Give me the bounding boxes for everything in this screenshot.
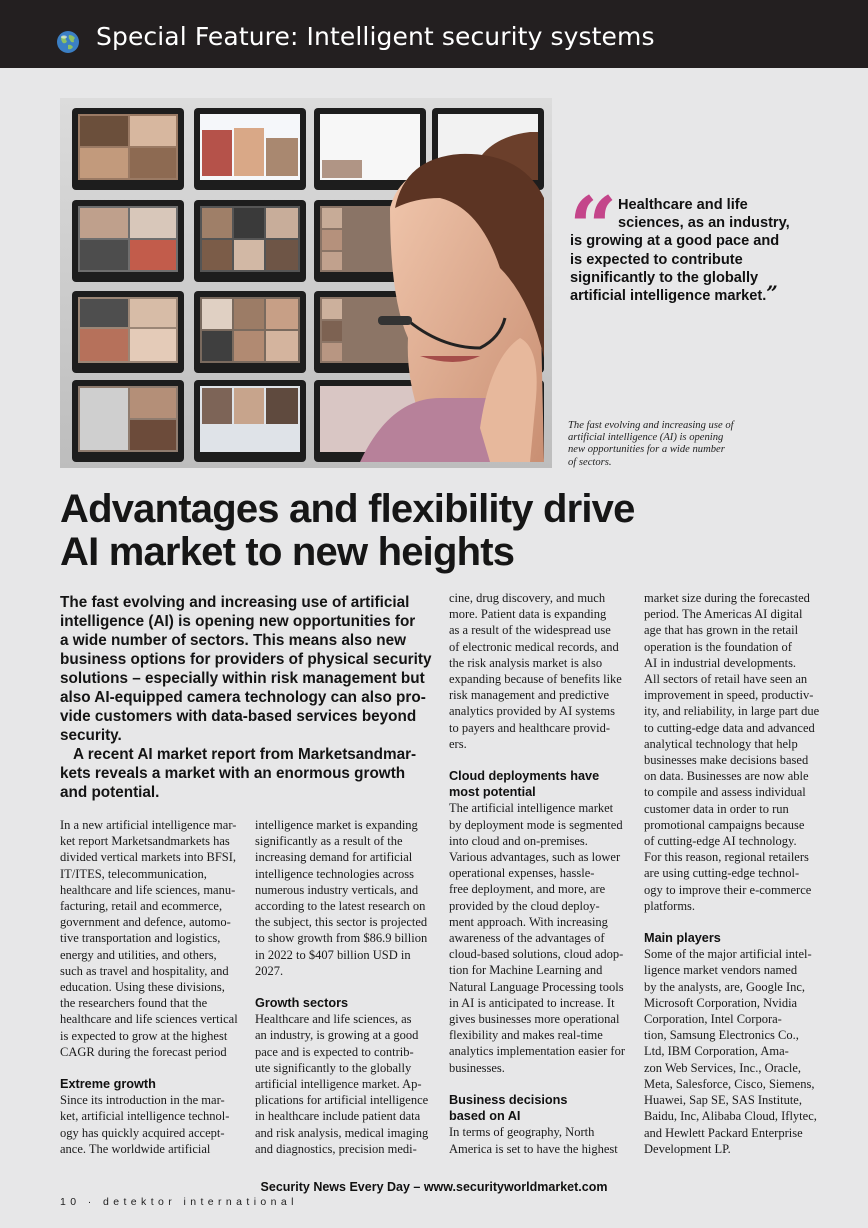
section-title: Special Feature: Intelligent security systems bbox=[96, 22, 655, 51]
pull-quote-line: sciences, as an industry, bbox=[618, 215, 790, 232]
body-line: ute significantly to the globally bbox=[255, 1060, 412, 1075]
intro-line: solutions – especially within risk management but bbox=[60, 670, 425, 687]
body-line: facturing, retail and ecommerce, bbox=[60, 899, 223, 914]
body-line: tion for Machine Learning and bbox=[449, 963, 603, 978]
body-line: significantly as a result of the bbox=[255, 834, 403, 849]
body-line: analytics provided by AI systems bbox=[449, 704, 615, 719]
body-line: in 2022 to $407 billion USD in bbox=[255, 947, 411, 962]
body-line: such as travel and hospitality, and bbox=[60, 963, 229, 978]
pull-quote-line: significantly to the globally bbox=[570, 269, 759, 286]
body-line: numerous industry verticals, and bbox=[255, 882, 419, 897]
body-line: Meta, Salesforce, Cisco, Siemens, bbox=[644, 1076, 815, 1091]
body-line: and diagnostics, precision medi- bbox=[255, 1141, 417, 1156]
body-line: ance. The worldwide artificial bbox=[60, 1141, 211, 1156]
body-line: the subject, this sector is projected bbox=[255, 915, 428, 930]
body-line: Microsoft Corporation, Nvidia bbox=[644, 995, 798, 1010]
body-line: according to the latest research on bbox=[255, 899, 426, 914]
body-line: into cloud and on-premises. bbox=[449, 833, 588, 848]
body-line: analytics implementation easier for bbox=[449, 1044, 625, 1059]
body-line: America is set to have the highest bbox=[449, 1141, 618, 1156]
body-line: and Hewlett Packard Enterprise bbox=[644, 1125, 803, 1140]
intro-line: The fast evolving and increasing use of artificial bbox=[60, 594, 410, 611]
body-line: increasing demand for artificial bbox=[255, 850, 413, 865]
body-line: All sectors of retail have seen an bbox=[644, 672, 808, 687]
body-line: an industry, is growing at a good bbox=[255, 1028, 419, 1043]
body-line: Since its introduction in the mar- bbox=[60, 1093, 225, 1108]
body-line: to payers and healthcare provid- bbox=[449, 720, 611, 735]
body-column-4 bbox=[644, 590, 830, 1157]
photo-caption bbox=[568, 420, 753, 469]
pull-quote bbox=[570, 196, 810, 305]
pull-quote-line: is expected to contribute bbox=[570, 251, 743, 268]
body-line: Healthcare and life sciences, as bbox=[255, 1012, 412, 1027]
body-line: businesses. bbox=[449, 1060, 505, 1075]
body-line: ers. bbox=[449, 736, 467, 751]
pull-quote-line: is growing at a good pace and bbox=[570, 233, 780, 250]
body-line: ket, artificial intelligence technol- bbox=[60, 1109, 230, 1124]
body-line: operational expenses, hassle- bbox=[449, 866, 595, 881]
intro-line: also AI-equipped camera technology can also pro- bbox=[60, 689, 426, 706]
body-line: flexibility and makes real-time bbox=[449, 1028, 603, 1043]
body-line: in healthcare include patient data bbox=[255, 1109, 421, 1124]
body-line: to compile and assess individual bbox=[644, 785, 806, 800]
body-line: intelligence market is expanding bbox=[255, 818, 418, 832]
body-line: the researchers found that the bbox=[60, 996, 208, 1011]
headline-line: AI market to new heights bbox=[60, 530, 515, 574]
footer-tagline-text: Security News Every Day – www.securityworldmarket.com bbox=[260, 1180, 608, 1194]
body-line: Development LP. bbox=[644, 1141, 731, 1156]
body-line: and risk analysis, medical imaging bbox=[255, 1125, 429, 1140]
body-line: customer data in order to run bbox=[644, 801, 789, 816]
body-line: cine, drug discovery, and much bbox=[449, 591, 606, 605]
body-line: Baidu, Inc, Alibaba Cloud, Iflytec, bbox=[644, 1109, 817, 1124]
body-line: In terms of geography, North bbox=[449, 1125, 595, 1140]
subheading-cloud-deployments: most potential bbox=[449, 785, 536, 800]
subheading-business-decisions: based on AI bbox=[449, 1109, 521, 1124]
body-line: divided vertical markets into BFSI, bbox=[60, 850, 237, 865]
body-line: in AI is anticipated to increase. It bbox=[449, 995, 615, 1010]
intro-line: A recent AI market report from Marketsandmar- bbox=[73, 746, 417, 763]
body-line: zon Web Services, Inc., Oracle, bbox=[644, 1060, 802, 1075]
body-line: ket report Marketsandmarkets has bbox=[60, 834, 230, 849]
intro-line: and potential. bbox=[60, 784, 160, 801]
body-line: provided by the cloud deploy- bbox=[449, 898, 600, 913]
body-line: intelligence technologies across bbox=[255, 866, 414, 881]
body-line: analytical technology that help bbox=[644, 736, 798, 751]
body-line: cloud-based solutions, cloud adop- bbox=[449, 947, 624, 962]
article-headline bbox=[60, 488, 780, 574]
body-line: businesses make decisions based bbox=[644, 753, 809, 768]
body-line: period. The Americas AI digital bbox=[644, 607, 803, 622]
intro-line: security. bbox=[60, 727, 122, 744]
body-line: Some of the major artificial intel- bbox=[644, 947, 812, 962]
footer-tagline bbox=[0, 1180, 868, 1194]
body-line: In a new artificial intelligence mar- bbox=[60, 818, 237, 832]
intro-line: vide customers with data-based services beyond bbox=[60, 708, 417, 725]
body-line: healthcare and life sciences, manu- bbox=[60, 882, 236, 897]
body-line: free deployment, and more, are bbox=[449, 882, 606, 897]
body-line: plications for artificial intelligence bbox=[255, 1093, 429, 1108]
body-line: For this reason, regional retailers bbox=[644, 850, 809, 865]
intro-line: a wide number of sectors. This means also new bbox=[60, 632, 406, 649]
body-line: energy and utilities, and others, bbox=[60, 947, 217, 962]
body-line: are using cutting-edge technol- bbox=[644, 866, 800, 881]
body-column-1 bbox=[60, 817, 246, 1157]
article-intro bbox=[60, 593, 432, 802]
body-line: platforms. bbox=[644, 898, 696, 913]
body-line: ligence market vendors named bbox=[644, 963, 798, 978]
body-line: IT/ITES, telecommunication, bbox=[60, 866, 207, 881]
caption-line: of sectors. bbox=[568, 456, 612, 468]
subheading-business-decisions: Business decisions bbox=[449, 1092, 568, 1107]
subheading-growth-sectors: Growth sectors bbox=[255, 996, 349, 1011]
caption-line: The fast evolving and increasing use of bbox=[568, 420, 734, 431]
body-line: The artificial intelligence market bbox=[449, 801, 614, 816]
body-line: operation is the foundation of bbox=[644, 639, 792, 654]
caption-line: artificial intelligence (AI) is opening bbox=[568, 432, 724, 444]
body-line: of cutting-edge AI technology. bbox=[644, 834, 797, 849]
body-line: AI in industrial developments. bbox=[644, 655, 797, 670]
headline-line: Advantages and flexibility drive bbox=[60, 487, 635, 531]
body-line: education. Using these divisions, bbox=[60, 980, 225, 995]
body-line: promotional campaigns because bbox=[644, 817, 805, 832]
body-line: ment approach. With increasing bbox=[449, 914, 608, 929]
body-line: age that has grown in the retail bbox=[644, 623, 799, 638]
body-line: government and defence, automo- bbox=[60, 915, 231, 930]
body-line: market size during the forecasted bbox=[644, 591, 810, 605]
body-line: by the analysts, are, Google Inc, bbox=[644, 979, 806, 994]
body-line: artificial intelligence market. Ap- bbox=[255, 1077, 422, 1092]
body-line: awareness of the advantages of bbox=[449, 931, 605, 946]
pull-quote-line: artificial intelligence market. bbox=[570, 288, 767, 305]
body-line: by deployment mode is segmented bbox=[449, 817, 623, 832]
body-line: pace and is expected to contrib- bbox=[255, 1044, 414, 1059]
caption-line: new opportunities for a wide number bbox=[568, 444, 725, 456]
globe-icon bbox=[56, 30, 80, 54]
body-column-2 bbox=[255, 817, 441, 1157]
body-line: healthcare and life sciences vertical bbox=[60, 1012, 238, 1027]
intro-line: intelligence (AI) is opening new opportunities for bbox=[60, 613, 416, 630]
pull-quote-line: Healthcare and life bbox=[618, 197, 748, 213]
body-line: tion, Samsung Electronics Co., bbox=[644, 1028, 799, 1043]
body-line: on data. Businesses are now able bbox=[644, 769, 809, 784]
body-line: gives businesses more operational bbox=[449, 1012, 620, 1027]
body-line: Various advantages, such as lower bbox=[449, 850, 621, 865]
body-line: expanding because of benefits like bbox=[449, 672, 622, 687]
close-quote-mark: ” bbox=[766, 281, 778, 306]
subheading-main-players: Main players bbox=[644, 931, 721, 946]
body-line: the risk analysis market is also bbox=[449, 655, 603, 670]
body-line: ity, and reliability, in large part due bbox=[644, 704, 820, 719]
body-line: ogy has quickly acquired accept- bbox=[60, 1125, 225, 1140]
body-line: risk management and predictive bbox=[449, 688, 610, 703]
body-line: Ltd, IBM Corporation, Ama- bbox=[644, 1044, 789, 1059]
body-line: Corporation, Intel Corpora- bbox=[644, 1012, 782, 1027]
body-line: more. Patient data is expanding bbox=[449, 607, 607, 622]
body-line: 2027. bbox=[255, 963, 284, 978]
body-line: to cutting-edge data and advanced bbox=[644, 720, 815, 735]
subheading-cloud-deployments: Cloud deployments have bbox=[449, 769, 600, 784]
open-quote-mark: “ bbox=[569, 178, 618, 277]
page-folio: 10 · detektor international bbox=[60, 1196, 298, 1208]
body-line: of electronic medical records, and bbox=[449, 639, 619, 654]
body-line: Huawei, Sap SE, SAS Institute, bbox=[644, 1093, 802, 1108]
body-line: to show growth from $86.9 billion bbox=[255, 931, 428, 946]
body-line: improvement in speed, productiv- bbox=[644, 688, 814, 703]
body-line: CAGR during the forecast period bbox=[60, 1044, 227, 1059]
body-line: Natural Language Processing tools bbox=[449, 979, 624, 994]
body-line: is expected to grow at the highest bbox=[60, 1028, 228, 1043]
body-column-3 bbox=[449, 590, 635, 1157]
body-line: ogy to improve their e-commerce bbox=[644, 882, 812, 897]
intro-line: kets reveals a market with an enormous growth bbox=[60, 765, 406, 782]
body-line: tive transportation and logistics, bbox=[60, 931, 221, 946]
intro-line: business options for providers of physical security bbox=[60, 651, 432, 668]
body-line: as a result of the widespread use bbox=[449, 623, 611, 638]
subheading-extreme-growth: Extreme growth bbox=[60, 1077, 156, 1092]
video-wall-photo bbox=[60, 98, 552, 468]
section-header-bar bbox=[0, 0, 868, 68]
